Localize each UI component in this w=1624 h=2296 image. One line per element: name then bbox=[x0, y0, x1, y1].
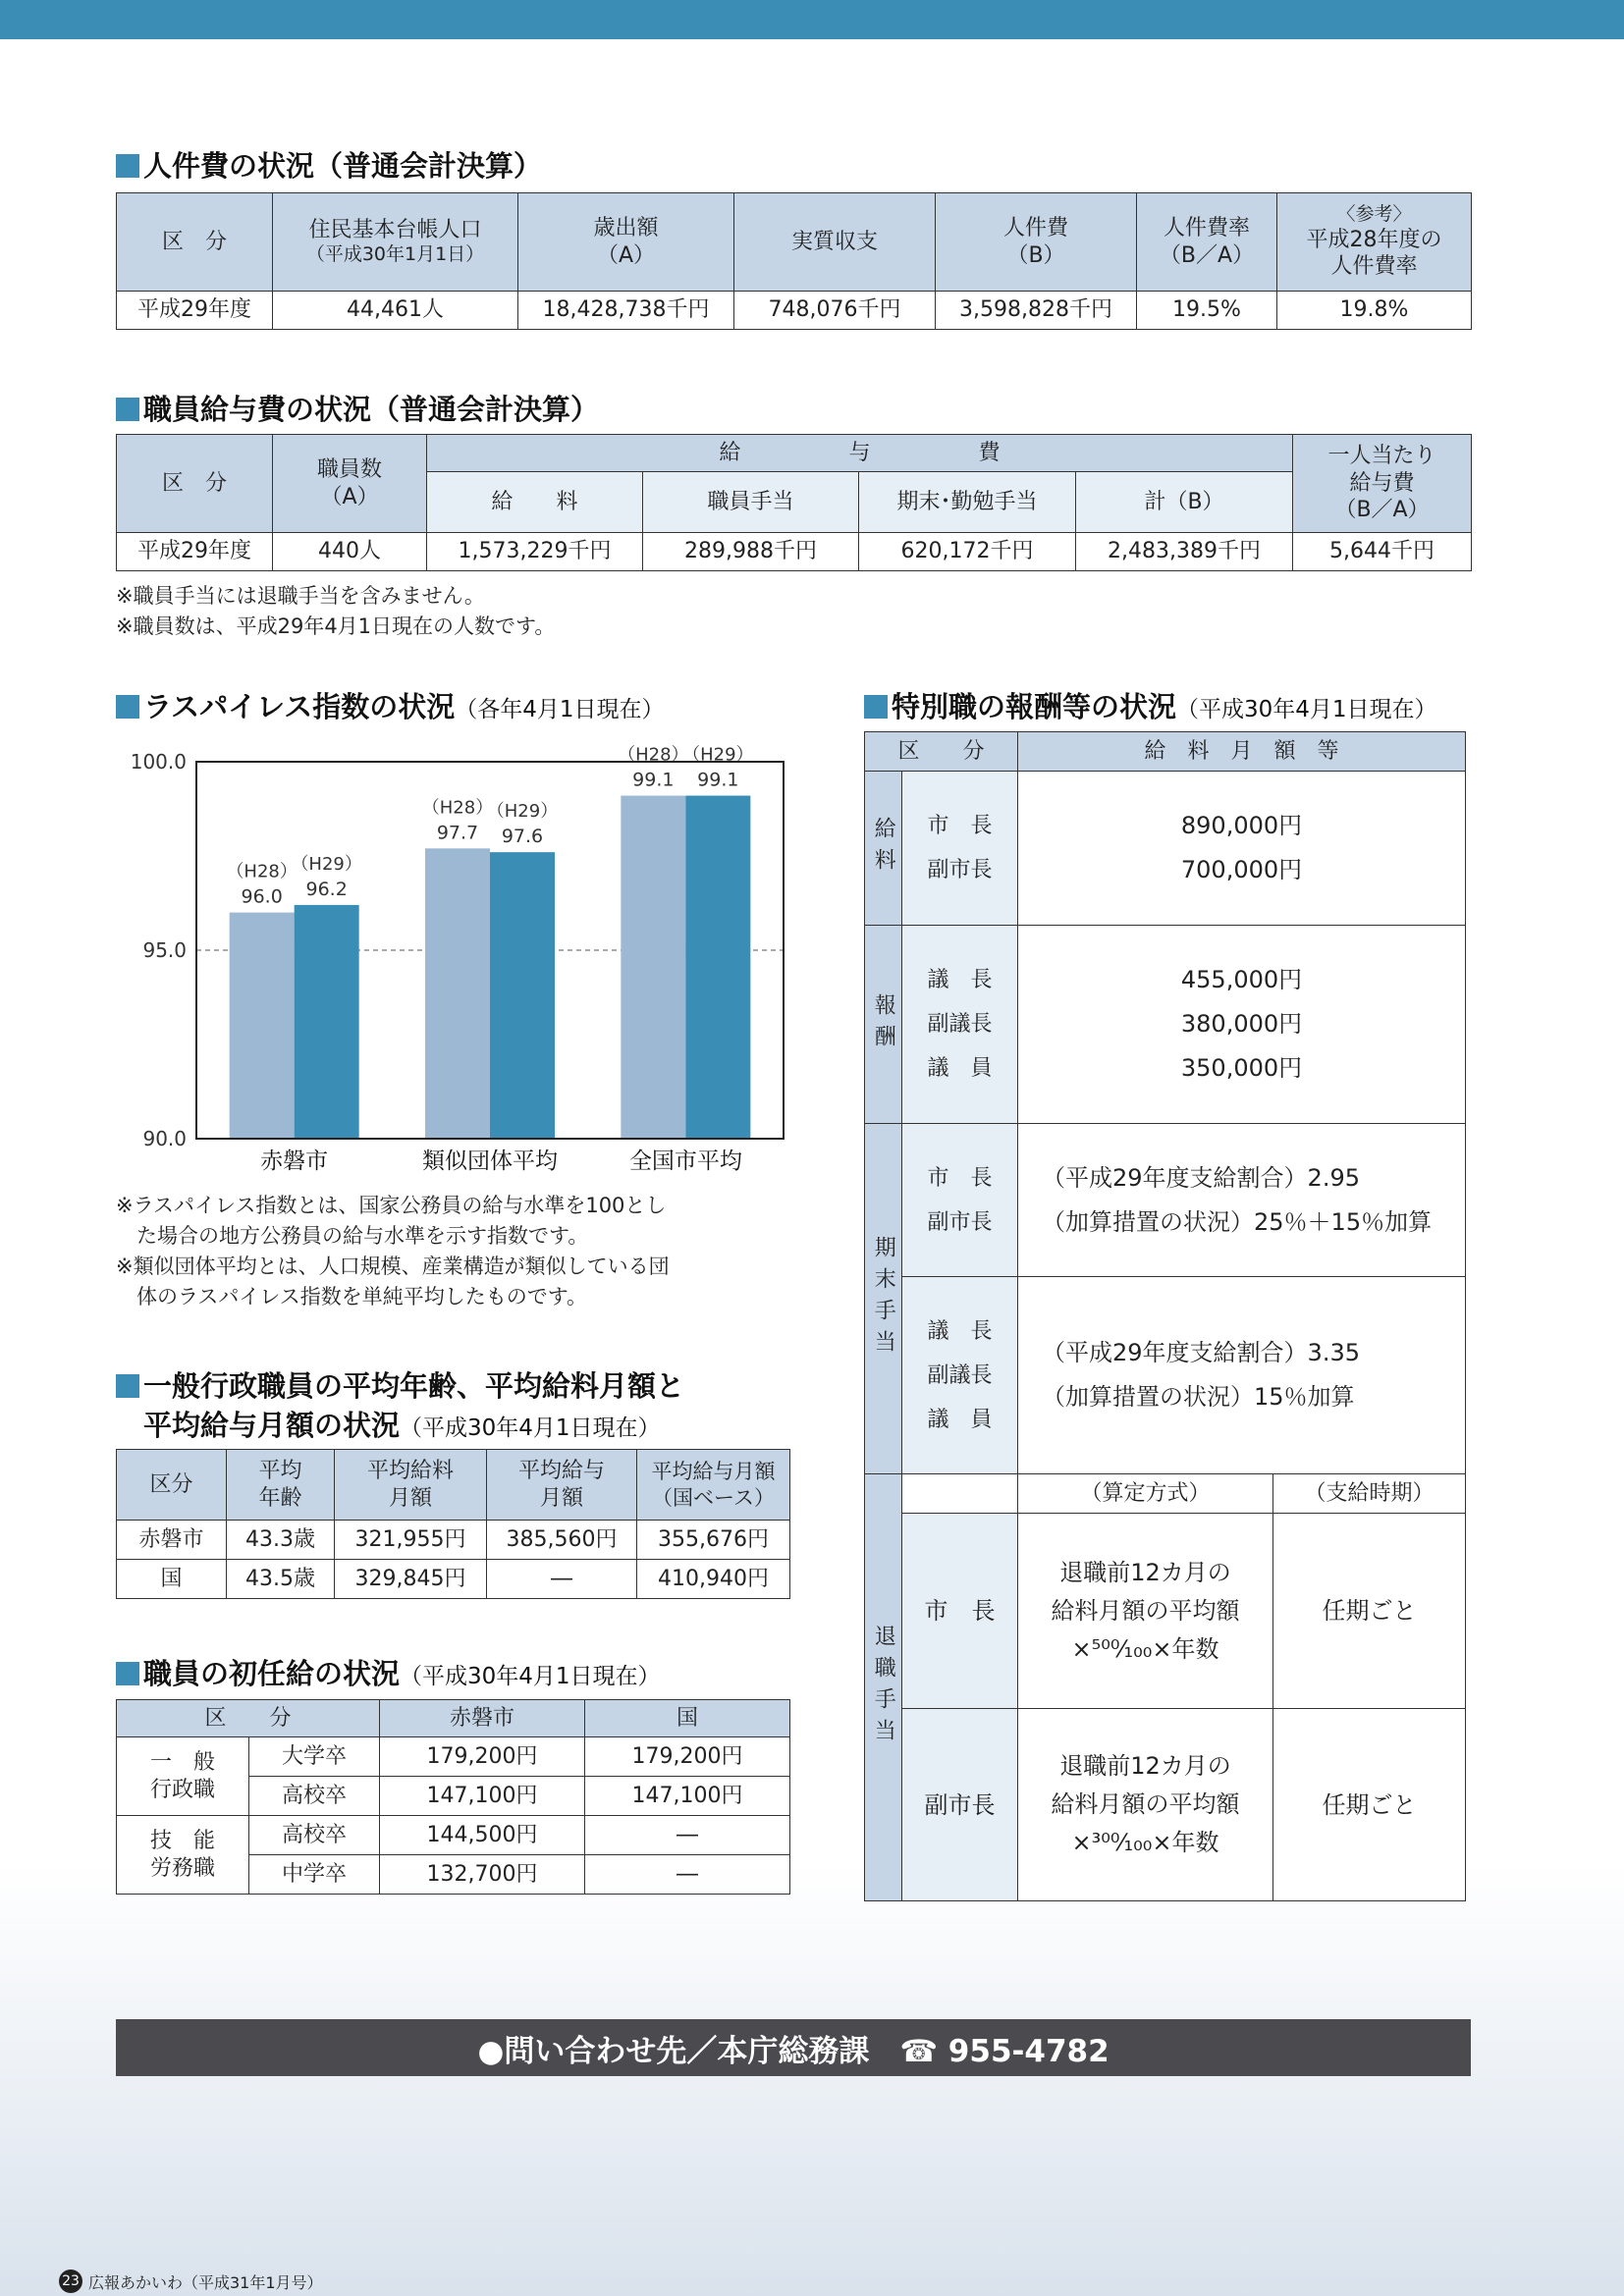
kimatsu-labels-b: 議 長 副議長 議 員 bbox=[902, 1277, 1018, 1474]
data-label: 96.0 bbox=[241, 885, 283, 908]
header-kubun: 区 分 bbox=[117, 1700, 380, 1737]
group-technical-labor: 技 能 労務職 bbox=[117, 1816, 249, 1895]
series-label: （H29） bbox=[682, 744, 754, 766]
cell: 中学卒 bbox=[249, 1855, 380, 1895]
bar bbox=[685, 796, 750, 1139]
top-color-bar bbox=[0, 0, 1624, 39]
cell: 19.8% bbox=[1277, 292, 1472, 330]
cell: 高校卒 bbox=[249, 1777, 380, 1816]
series-label: （H28） bbox=[421, 797, 494, 819]
cell: 620,172千円 bbox=[859, 533, 1076, 571]
cell: 平成29年度 bbox=[117, 292, 273, 330]
note-line: ※類似団体平均とは、人口規模、産業構造が類似している団 bbox=[116, 1255, 670, 1278]
cell: ― bbox=[585, 1816, 790, 1855]
cell: 147,100円 bbox=[380, 1777, 585, 1816]
header-reference: 〈参考〉 平成28年度の 人件費率 bbox=[1277, 193, 1472, 292]
cell: ― bbox=[585, 1855, 790, 1895]
series-label: （H29） bbox=[486, 801, 559, 823]
cell: 440人 bbox=[273, 533, 427, 571]
bar bbox=[490, 852, 555, 1139]
category-kyuryo: 給料 bbox=[865, 772, 902, 926]
bar bbox=[295, 905, 359, 1139]
kimatsu-labels-a: 市 長 副市長 bbox=[902, 1124, 1018, 1277]
taishoku-timing-deputy: 任期ごと bbox=[1273, 1709, 1466, 1901]
cell: 43.5歳 bbox=[227, 1560, 335, 1599]
note-line: ※職員手当には退職手当を含みません。 bbox=[116, 584, 485, 608]
kimatsu-text-a: （平成29年度支給割合）2.95 （加算措置の状況）25％＋15％加算 bbox=[1018, 1124, 1466, 1277]
section-square-icon bbox=[116, 695, 139, 719]
laspeyres-section-title: ラスパイレス指数の状況（各年4月1日現在） bbox=[116, 690, 665, 724]
cell: 329,845円 bbox=[335, 1560, 487, 1599]
data-label: 97.6 bbox=[501, 826, 544, 848]
header-kuni: 国 bbox=[585, 1700, 790, 1737]
cell: ― bbox=[487, 1560, 637, 1599]
data-label: 97.7 bbox=[436, 822, 479, 844]
header-personnel-cost: 人件費 （B） bbox=[936, 193, 1137, 292]
cell: 2,483,389千円 bbox=[1076, 533, 1293, 571]
cell: 748,076千円 bbox=[734, 292, 936, 330]
cell: 大学卒 bbox=[249, 1737, 380, 1777]
header-total: 計（B） bbox=[1076, 472, 1293, 533]
laspeyres-notes bbox=[116, 1191, 670, 1312]
header-akaiwa: 赤磐市 bbox=[380, 1700, 585, 1737]
salary-section-title: 職員給与費の状況（普通会計決算） bbox=[116, 393, 599, 427]
header-timing: （支給時期） bbox=[1273, 1474, 1466, 1514]
header-bonus: 期末･勤勉手当 bbox=[859, 472, 1076, 533]
personnel-section-title: 人件費の状況（普通会計決算） bbox=[116, 149, 542, 184]
cell: 国 bbox=[117, 1560, 227, 1599]
personnel-table bbox=[116, 192, 1472, 330]
series-label: （H29） bbox=[291, 853, 362, 875]
note-line: 体のラスパイレス指数を単純平均したものです。 bbox=[116, 1285, 588, 1308]
header-kubun: 区 分 bbox=[865, 732, 1018, 772]
section-square-icon bbox=[116, 1662, 139, 1685]
cell: 321,955円 bbox=[335, 1521, 487, 1560]
header-per-person: 一人当たり 給与費 （B／A） bbox=[1293, 435, 1472, 533]
header-kubun: 区分 bbox=[117, 1450, 227, 1521]
group-general-admin: 一 般 行政職 bbox=[117, 1737, 249, 1816]
kimatsu-text-b: （平成29年度支給割合）3.35 （加算措置の状況）15％加算 bbox=[1018, 1277, 1466, 1474]
category-taishoku: 退職手当 bbox=[865, 1474, 902, 1901]
header-amount: 給 料 月 額 等 bbox=[1018, 732, 1466, 772]
header-avg-kyuryo: 平均給料 月額 bbox=[335, 1450, 487, 1521]
bar bbox=[621, 796, 685, 1139]
header-age: 平均 年齢 bbox=[227, 1450, 335, 1521]
cell: 289,988千円 bbox=[643, 533, 859, 571]
cell: 平成29年度 bbox=[117, 533, 273, 571]
cell: 132,700円 bbox=[380, 1855, 585, 1895]
note-line: ※ラスパイレス指数とは、国家公務員の給与水準を100とし bbox=[116, 1194, 667, 1217]
header-balance: 実質収支 bbox=[734, 193, 936, 292]
header-kyuryo: 給 料 bbox=[427, 472, 643, 533]
note-line: ※職員数は、平成29年4月1日現在の人数です。 bbox=[116, 614, 556, 638]
y-tick-label: 95.0 bbox=[142, 938, 187, 962]
taishoku-label-mayor: 市 長 bbox=[902, 1514, 1018, 1709]
note-line: た場合の地方公務員の給与水準を示す指数です。 bbox=[116, 1224, 589, 1248]
cell: 19.5% bbox=[1137, 292, 1277, 330]
avg-table bbox=[116, 1449, 790, 1599]
taishoku-label-deputy: 副市長 bbox=[902, 1709, 1018, 1901]
section-square-icon bbox=[864, 695, 888, 719]
y-tick-label: 90.0 bbox=[142, 1127, 187, 1150]
header-salary-group: 給 与 費 bbox=[427, 435, 1293, 472]
section-square-icon bbox=[116, 1374, 139, 1398]
cell: 179,200円 bbox=[585, 1737, 790, 1777]
salary-notes bbox=[116, 581, 555, 642]
taishoku-method-mayor: 退職前12カ月の 給料月額の平均額 ×⁵⁰⁰⁄₁₀₀×年数 bbox=[1018, 1514, 1273, 1709]
header-avg-kyuyo: 平均給与 月額 bbox=[487, 1450, 637, 1521]
special-table bbox=[864, 731, 1466, 1901]
avg-section-title: 一般行政職員の平均年齢、平均給料月額と 平均給与月額の状況（平成30年4月1日現在） bbox=[116, 1366, 684, 1448]
section-square-icon bbox=[116, 154, 139, 178]
starting-table bbox=[116, 1699, 790, 1895]
page-footer bbox=[59, 2269, 323, 2293]
cell: 5,644千円 bbox=[1293, 533, 1472, 571]
bar bbox=[425, 848, 490, 1139]
data-label: 99.1 bbox=[697, 769, 739, 791]
laspeyres-chart bbox=[116, 744, 803, 1176]
header-personnel-rate: 人件費率 （B／A） bbox=[1137, 193, 1277, 292]
data-label: 96.2 bbox=[305, 878, 348, 900]
header-kubun: 区 分 bbox=[117, 435, 273, 533]
category-kimatsu: 期末手当 bbox=[865, 1124, 902, 1474]
header-staff-count: 職員数 （A） bbox=[273, 435, 427, 533]
cell: 385,560円 bbox=[487, 1521, 637, 1560]
cell: 355,676円 bbox=[637, 1521, 790, 1560]
category-hoshu: 報酬 bbox=[865, 926, 902, 1124]
x-category-label: 全国市平均 bbox=[628, 1148, 742, 1174]
cell: 179,200円 bbox=[380, 1737, 585, 1777]
x-category-label: 赤磐市 bbox=[260, 1148, 329, 1174]
contact-text: ●問い合わせ先／本庁総務課 ☎ 955-4782 bbox=[477, 2033, 1110, 2069]
x-category-label: 類似団体平均 bbox=[422, 1148, 558, 1174]
cell: 1,573,229千円 bbox=[427, 533, 643, 571]
header-expenditure: 歳出額 （A） bbox=[518, 193, 734, 292]
taishoku-method-deputy: 退職前12カ月の 給料月額の平均額 ×³⁰⁰⁄₁₀₀×年数 bbox=[1018, 1709, 1273, 1901]
cell: 147,100円 bbox=[585, 1777, 790, 1816]
cell: 18,428,738千円 bbox=[518, 292, 734, 330]
taishoku-timing-mayor: 任期ごと bbox=[1273, 1514, 1466, 1709]
header-kubun: 区 分 bbox=[117, 193, 273, 292]
bar bbox=[230, 913, 295, 1139]
cell: 410,940円 bbox=[637, 1560, 790, 1599]
header-population: 住民基本台帳人口 （平成30年1月1日） bbox=[273, 193, 518, 292]
blank-cell bbox=[902, 1474, 1018, 1514]
hoshu-labels: 議 長 副議長 議 員 bbox=[902, 926, 1018, 1124]
special-section-title: 特別職の報酬等の状況（平成30年4月1日現在） bbox=[864, 690, 1437, 724]
data-label: 99.1 bbox=[632, 769, 675, 791]
kyuryo-labels: 市 長 副市長 bbox=[902, 772, 1018, 926]
header-allowance: 職員手当 bbox=[643, 472, 859, 533]
kyuryo-values: 890,000円 700,000円 bbox=[1018, 772, 1466, 926]
series-label: （H28） bbox=[226, 861, 298, 882]
cell: 44,461人 bbox=[273, 292, 518, 330]
page-number: 23 bbox=[59, 2269, 82, 2293]
header-avg-kuni: 平均給与月額 （国ベース） bbox=[637, 1450, 790, 1521]
contact-bar bbox=[116, 2019, 1471, 2076]
publication-name: 広報あかいわ（平成31年1月号） bbox=[88, 2272, 323, 2292]
y-tick-label: 100.0 bbox=[130, 750, 187, 774]
section-square-icon bbox=[116, 398, 139, 421]
cell: 3,598,828千円 bbox=[936, 292, 1137, 330]
cell: 43.3歳 bbox=[227, 1521, 335, 1560]
header-method: （算定方式） bbox=[1018, 1474, 1273, 1514]
series-label: （H28） bbox=[618, 744, 689, 766]
salary-table bbox=[116, 434, 1472, 571]
cell: 144,500円 bbox=[380, 1816, 585, 1855]
cell: 高校卒 bbox=[249, 1816, 380, 1855]
starting-section-title: 職員の初任給の状況（平成30年4月1日現在） bbox=[116, 1657, 661, 1691]
hoshu-values: 455,000円 380,000円 350,000円 bbox=[1018, 926, 1466, 1124]
cell: 赤磐市 bbox=[117, 1521, 227, 1560]
